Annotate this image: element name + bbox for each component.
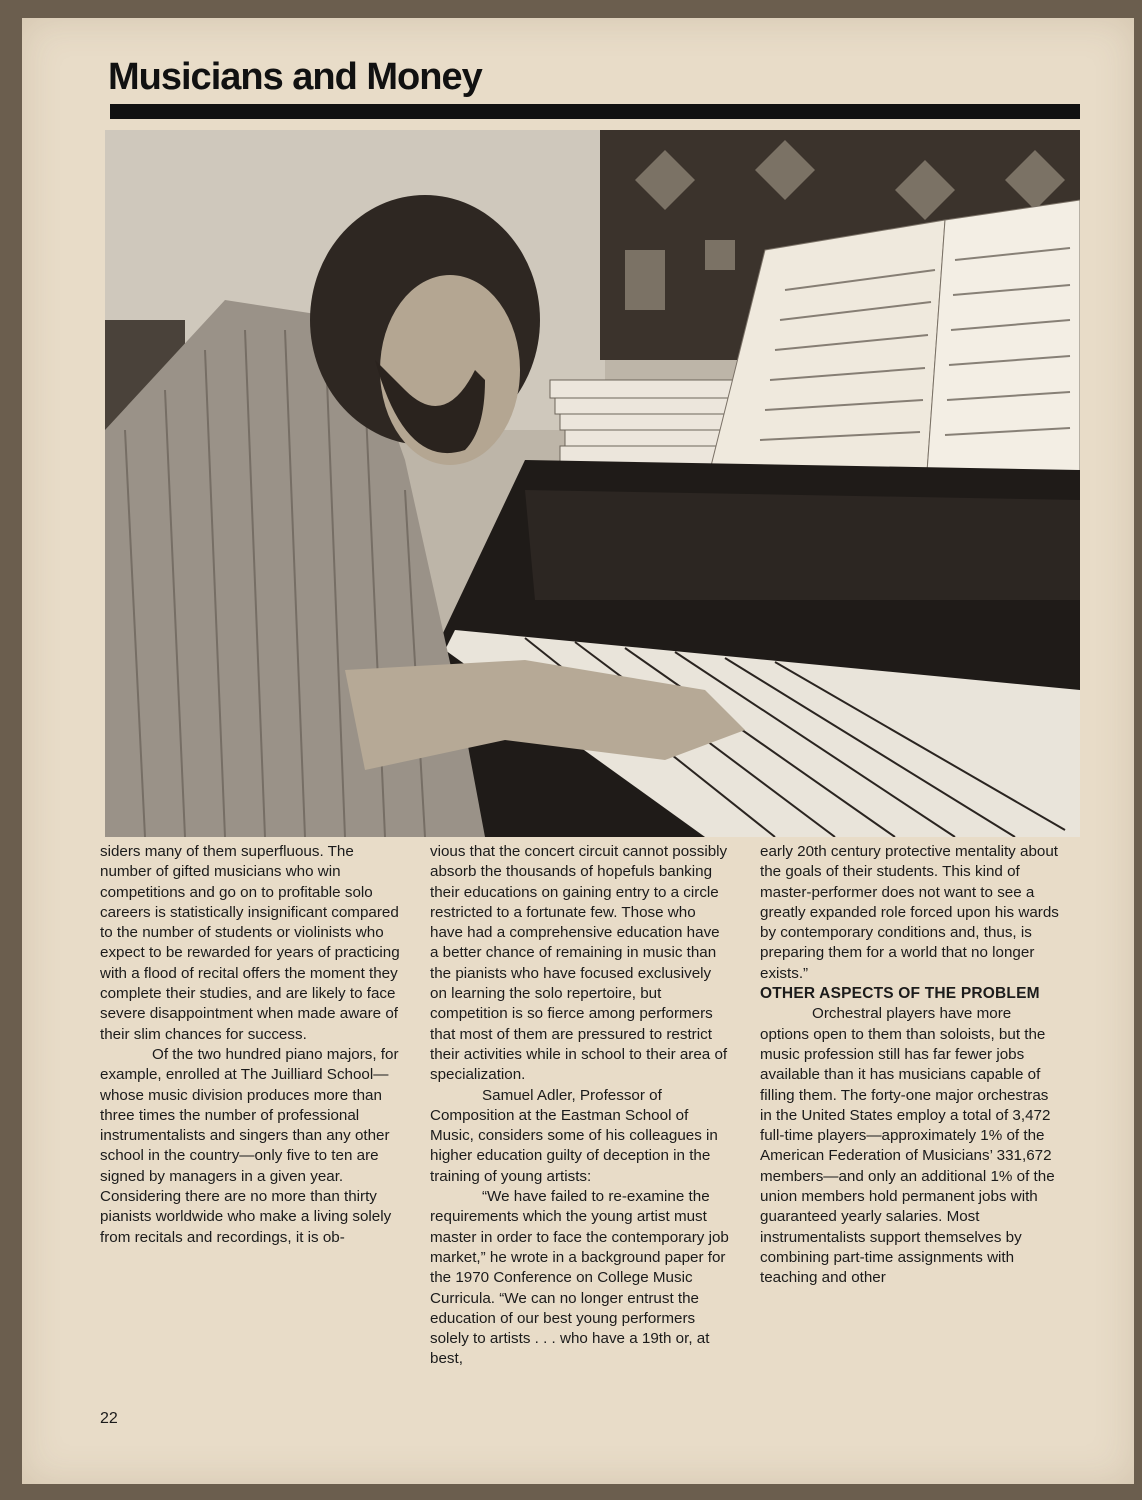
text-column-1 [100,842,400,1248]
page-number: 22 [100,1410,118,1427]
title-rule [110,104,1080,119]
paragraph: Orchestral players have more options open to them than soloists, but the music profession still has far fewer jobs available than it has musicians capable of filling them. The forty-one major orchestras in the United States employ a total of 3,472 full-time players—approximately 1% of the American Federation of Musicians’ 331,672 members—and only an additional 1% of the union members hold permanent jobs with guaranteed yearly salaries. Most instrumentalists support themselves by combining part-time assignments with teaching and other [760,1005,1055,1287]
paragraph: early 20th century protective mentality about the goals of their students. This kind of master-performer does not want to see a greatly expanded role forced upon his wards by contemporary conditions and, thus, is preparing them for a world that no longer exists.” [760,843,1059,982]
article-title: Musicians and Money [108,56,482,98]
paragraph: Of the two hundred piano majors, for example, enrolled at The Juilliard School—whose music division produces more than three times the number of professional instrumentalists and singers than any other school in the country—only five to ten are signed by managers in a given year. Considering there are no more than thirty pianists worldwide who make a living solely from recitals and recordings, it is ob- [100,1045,399,1246]
paragraph: siders many of them superfluous. The number of gifted musicians who win competitions and go on to profitable solo careers is statistically insignificant compared to the number of students or violinists who expect to be rewarded for years of practicing with a flood of recital offers the moment they complete their studies, and are likely to face severe disappointment when made aware of their slim chances for success. [100,843,400,1043]
text-column-2 [430,842,730,1370]
section-subhead: OTHER ASPECTS OF THE PROBLEM [760,985,1040,1003]
pianist-photo-illustration [105,130,1080,837]
paragraph: vious that the concert circuit cannot possibly absorb the thousands of hopefuls banking their educations on gaining entry to a circle restricted to a fortunate few. Those who have had a comprehensive education have a better chance of remaining in music than the pianists who have focused exclusively on learning the solo repertoire, but competition is so fierce among performers that most of them are pressured to restrict their activities while in school to their area of specialization. [430,843,728,1084]
paragraph: Samuel Adler, Professor of Composition at the Eastman School of Music, considers some of his colleagues in higher education guilty of deception in the training of young artists: [430,1086,718,1185]
text-column-3 [760,842,1060,1289]
quote-paragraph: “We have failed to re-examine the requirements which the young artist must master in order to face the contemporary job market,” he wrote in a background paper for the 1970 Conference on College Music Curricula. “We can no longer entrust the education of our best young performers solely to artists . . . who have a 19th or, at best, [430,1188,729,1368]
article-photo [105,130,1080,837]
